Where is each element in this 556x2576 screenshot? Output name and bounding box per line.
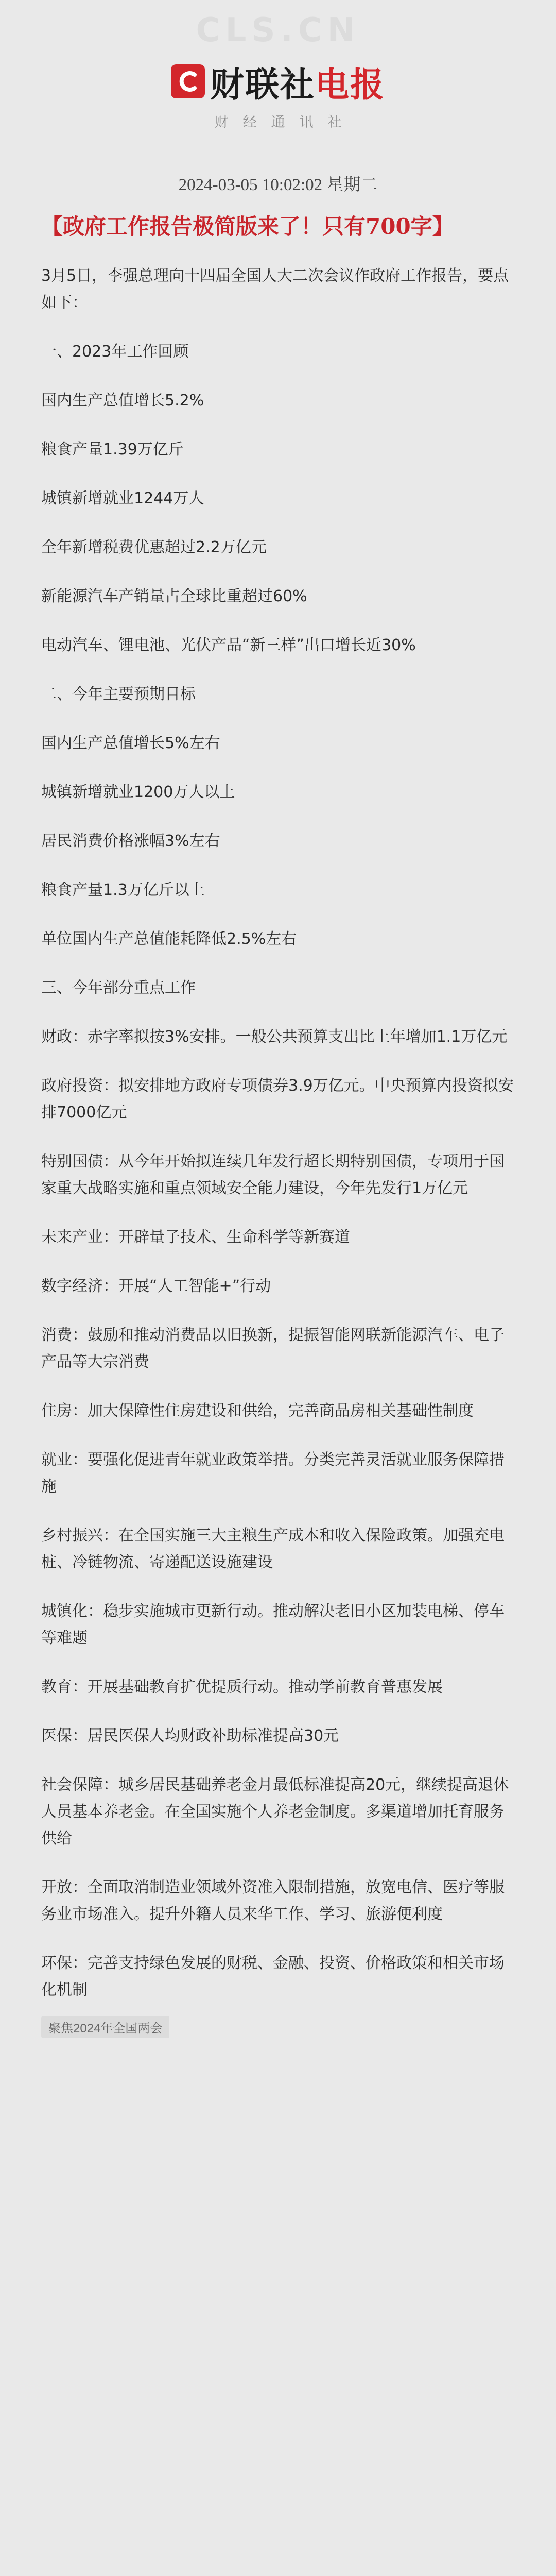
- publish-datetime: 2024-03-05 10:02:02 星期二: [178, 175, 378, 194]
- article-paragraph: 城镇新增就业1200万人以上: [41, 783, 235, 801]
- article-paragraph: 教育：开展基础教育扩优提质行动。推动学前教育普惠发展: [41, 1678, 443, 1696]
- article-paragraph: 3月5日，李强总理向十四届全国人大二次会议作政府工作报告，要点如下：: [41, 267, 509, 312]
- article-paragraph: 粮食产量1.39万亿斤: [41, 440, 184, 459]
- article-paragraph: 城镇化：稳步实施城市更新行动。推动解决老旧小区加装电梯、停车等难题: [41, 1602, 505, 1647]
- watermark: CLS.CN: [196, 11, 360, 49]
- article-paragraph: 未来产业：开辟量子技术、生命科学等新赛道: [41, 1228, 350, 1246]
- article-paragraph: 财政：赤字率拟按3%安排。一般公共预算支出比上年增加1.1万亿元: [41, 1028, 508, 1046]
- article-body: [41, 263, 515, 2004]
- article-paragraph: 数字经济：开展“人工智能+”行动: [41, 1277, 271, 1295]
- article: [41, 211, 515, 2038]
- article-paragraph: 特别国债：从今年开始拟连续几年发行超长期特别国债，专项用于国家重大战略实施和重点领域安全能力建设，今年先发行1万亿元: [41, 1153, 505, 1197]
- datetime-row: [0, 170, 556, 196]
- brand-name-right: 电报: [315, 64, 385, 105]
- brand-name-left: 财联社: [210, 64, 315, 105]
- tagline: 财经通讯社: [214, 114, 356, 130]
- article-paragraph: 全年新增税费优惠超过2.2万亿元: [41, 538, 267, 556]
- article-paragraph: 医保：居民医保人均财政补助标准提高30元: [41, 1727, 339, 1745]
- article-paragraph: 政府投资：拟安排地方政府专项债券3.9万亿元。中央预算内投资拟安排7000亿元: [41, 1077, 514, 1122]
- article-paragraph: 居民消费价格涨幅3%左右: [41, 832, 220, 850]
- article-paragraph: 国内生产总值增长5.2%: [41, 392, 204, 410]
- article-title: 【政府工作报告极简版来了！只有700字】: [41, 214, 454, 239]
- article-paragraph: 二、今年主要预期目标: [41, 685, 196, 703]
- article-paragraph: 就业：要强化促进青年就业政策举措。分类完善灵活就业服务保障措施: [41, 1451, 505, 1496]
- article-paragraph: 住房：加大保障性住房建设和供给，完善商品房相关基础性制度: [41, 1402, 474, 1420]
- article-paragraph: 国内生产总值增长5%左右: [41, 734, 220, 752]
- article-paragraph: 三、今年部分重点工作: [41, 979, 196, 997]
- header: [0, 0, 556, 155]
- article-paragraph: 电动汽车、锂电池、光伏产品“新三样”出口增长近30%: [41, 636, 416, 654]
- article-paragraph: 环保：完善支持绿色发展的财税、金融、投资、价格政策和相关市场化机制: [41, 1954, 505, 1999]
- article-paragraph: 城镇新增就业1244万人: [41, 489, 204, 507]
- article-paragraph: 一、2023年工作回顾: [41, 343, 189, 361]
- article-paragraph: 消费：鼓励和推动消费品以旧换新，提振智能网联新能源汽车、电子产品等大宗消费: [41, 1326, 505, 1371]
- brand-name: [210, 57, 385, 106]
- article-paragraph: 单位国内生产总值能耗降低2.5%左右: [41, 930, 297, 948]
- article-paragraph: 社会保障：城乡居民基础养老金月最低标准提高20元，继续提高退休人员基本养老金。在全国实施个人养老金制度。多渠道增加托育服务供给: [41, 1776, 509, 1848]
- article-paragraph: 新能源汽车产销量占全球比重超过60%: [41, 587, 307, 605]
- article-paragraph: 乡村振兴：在全国实施三大主粮生产成本和收入保险政策。加强充电桩、冷链物流、寄递配送设施建设: [41, 1527, 505, 1571]
- brand-mark-icon: [171, 64, 205, 98]
- topic-tag[interactable]: 聚焦2024年全国两会: [41, 2016, 169, 2038]
- article-paragraph: 粮食产量1.3万亿斤以上: [41, 881, 205, 899]
- brand-logo: [0, 61, 556, 105]
- article-paragraph: 开放：全面取消制造业领域外资准入限制措施，放宽电信、医疗等服务业市场准入。提升外籍人员来华工作、学习、旅游便利度: [41, 1878, 505, 1923]
